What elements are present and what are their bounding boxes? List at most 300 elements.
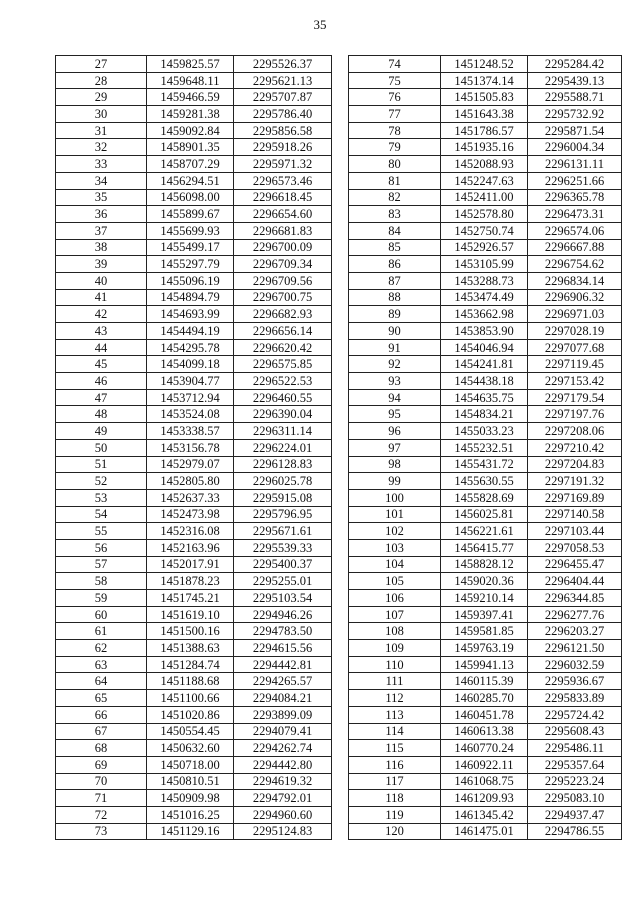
table-row bbox=[349, 539, 622, 556]
table-row bbox=[349, 122, 622, 139]
point-number-cell: 118 bbox=[349, 790, 441, 807]
x-coordinate-cell: 1451388.63 bbox=[147, 640, 234, 657]
table-row bbox=[56, 122, 332, 139]
x-coordinate-cell: 1453338.57 bbox=[147, 423, 234, 440]
table-row bbox=[56, 723, 332, 740]
point-number-cell: 91 bbox=[349, 339, 441, 356]
point-number-cell: 62 bbox=[56, 640, 147, 657]
y-coordinate-cell: 2297210.42 bbox=[528, 439, 622, 456]
point-number-cell: 63 bbox=[56, 656, 147, 673]
point-number-cell: 37 bbox=[56, 222, 147, 239]
x-coordinate-cell: 1450909.98 bbox=[147, 790, 234, 807]
point-number-cell: 64 bbox=[56, 673, 147, 690]
point-number-cell: 117 bbox=[349, 773, 441, 790]
x-coordinate-cell: 1452411.00 bbox=[441, 189, 528, 206]
x-coordinate-cell: 1452163.96 bbox=[147, 539, 234, 556]
table-row bbox=[56, 539, 332, 556]
y-coordinate-cell: 2297208.06 bbox=[528, 423, 622, 440]
x-coordinate-cell: 1451643.38 bbox=[441, 106, 528, 123]
y-coordinate-cell: 2297153.42 bbox=[528, 373, 622, 390]
y-coordinate-cell: 2296656.14 bbox=[234, 323, 332, 340]
y-coordinate-cell: 2294265.57 bbox=[234, 673, 332, 690]
point-number-cell: 50 bbox=[56, 439, 147, 456]
y-coordinate-cell: 2295284.42 bbox=[528, 56, 622, 73]
point-number-cell: 65 bbox=[56, 690, 147, 707]
x-coordinate-cell: 1454241.81 bbox=[441, 356, 528, 373]
y-coordinate-cell: 2295915.08 bbox=[234, 489, 332, 506]
point-number-cell: 89 bbox=[349, 306, 441, 323]
y-coordinate-cell: 2296004.34 bbox=[528, 139, 622, 156]
x-coordinate-cell: 1452017.91 bbox=[147, 556, 234, 573]
y-coordinate-cell: 2296032.59 bbox=[528, 656, 622, 673]
x-coordinate-cell: 1454438.18 bbox=[441, 373, 528, 390]
y-coordinate-cell: 2295255.01 bbox=[234, 573, 332, 590]
point-number-cell: 39 bbox=[56, 256, 147, 273]
table-row bbox=[349, 690, 622, 707]
x-coordinate-cell: 1456221.61 bbox=[441, 523, 528, 540]
table-row bbox=[56, 690, 332, 707]
y-coordinate-cell: 2295786.40 bbox=[234, 106, 332, 123]
x-coordinate-cell: 1460613.38 bbox=[441, 723, 528, 740]
point-number-cell: 44 bbox=[56, 339, 147, 356]
point-number-cell: 51 bbox=[56, 456, 147, 473]
y-coordinate-cell: 2296473.31 bbox=[528, 206, 622, 223]
y-coordinate-cell: 2295588.71 bbox=[528, 89, 622, 106]
point-number-cell: 85 bbox=[349, 239, 441, 256]
point-number-cell: 60 bbox=[56, 606, 147, 623]
x-coordinate-cell: 1461345.42 bbox=[441, 806, 528, 823]
x-coordinate-cell: 1454693.99 bbox=[147, 306, 234, 323]
point-number-cell: 40 bbox=[56, 272, 147, 289]
x-coordinate-cell: 1451505.83 bbox=[441, 89, 528, 106]
point-number-cell: 30 bbox=[56, 106, 147, 123]
x-coordinate-cell: 1451786.57 bbox=[441, 122, 528, 139]
y-coordinate-cell: 2296682.93 bbox=[234, 306, 332, 323]
point-number-cell: 77 bbox=[349, 106, 441, 123]
y-coordinate-cell: 2294946.26 bbox=[234, 606, 332, 623]
y-coordinate-cell: 2296522.53 bbox=[234, 373, 332, 390]
table-row bbox=[349, 456, 622, 473]
y-coordinate-cell: 2296121.50 bbox=[528, 640, 622, 657]
y-coordinate-cell: 2295621.13 bbox=[234, 72, 332, 89]
y-coordinate-cell: 2296667.88 bbox=[528, 239, 622, 256]
point-number-cell: 107 bbox=[349, 606, 441, 623]
y-coordinate-cell: 2293899.09 bbox=[234, 706, 332, 723]
table-row bbox=[349, 406, 622, 423]
x-coordinate-cell: 1455033.23 bbox=[441, 423, 528, 440]
x-coordinate-cell: 1453288.73 bbox=[441, 272, 528, 289]
point-number-cell: 59 bbox=[56, 590, 147, 607]
y-coordinate-cell: 2297204.83 bbox=[528, 456, 622, 473]
point-number-cell: 90 bbox=[349, 323, 441, 340]
y-coordinate-cell: 2295400.37 bbox=[234, 556, 332, 573]
y-coordinate-cell: 2296709.34 bbox=[234, 256, 332, 273]
y-coordinate-cell: 2295724.42 bbox=[528, 706, 622, 723]
point-number-cell: 98 bbox=[349, 456, 441, 473]
point-number-cell: 79 bbox=[349, 139, 441, 156]
point-number-cell: 42 bbox=[56, 306, 147, 323]
y-coordinate-cell: 2296390.04 bbox=[234, 406, 332, 423]
x-coordinate-cell: 1450554.45 bbox=[147, 723, 234, 740]
point-number-cell: 47 bbox=[56, 389, 147, 406]
y-coordinate-cell: 2294084.21 bbox=[234, 690, 332, 707]
x-coordinate-cell: 1453156.78 bbox=[147, 439, 234, 456]
point-number-cell: 109 bbox=[349, 640, 441, 657]
x-coordinate-cell: 1460451.78 bbox=[441, 706, 528, 723]
x-coordinate-cell: 1456025.81 bbox=[441, 506, 528, 523]
point-number-cell: 66 bbox=[56, 706, 147, 723]
table-row bbox=[349, 573, 622, 590]
point-number-cell: 71 bbox=[56, 790, 147, 807]
table-row bbox=[56, 89, 332, 106]
y-coordinate-cell: 2297140.58 bbox=[528, 506, 622, 523]
point-number-cell: 108 bbox=[349, 623, 441, 640]
point-number-cell: 69 bbox=[56, 756, 147, 773]
x-coordinate-cell: 1459825.57 bbox=[147, 56, 234, 73]
y-coordinate-cell: 2295223.24 bbox=[528, 773, 622, 790]
x-coordinate-cell: 1453524.08 bbox=[147, 406, 234, 423]
point-number-cell: 67 bbox=[56, 723, 147, 740]
table-row bbox=[56, 289, 332, 306]
table-row bbox=[56, 72, 332, 89]
y-coordinate-cell: 2296128.83 bbox=[234, 456, 332, 473]
y-coordinate-cell: 2296251.66 bbox=[528, 172, 622, 189]
table-row bbox=[56, 423, 332, 440]
y-coordinate-cell: 2297028.19 bbox=[528, 323, 622, 340]
x-coordinate-cell: 1454046.94 bbox=[441, 339, 528, 356]
table-row bbox=[56, 473, 332, 490]
table-row bbox=[56, 573, 332, 590]
x-coordinate-cell: 1459941.13 bbox=[441, 656, 528, 673]
x-coordinate-cell: 1453712.94 bbox=[147, 389, 234, 406]
y-coordinate-cell: 2296618.45 bbox=[234, 189, 332, 206]
table-row bbox=[349, 56, 622, 73]
point-number-cell: 72 bbox=[56, 806, 147, 823]
x-coordinate-cell: 1451248.52 bbox=[441, 56, 528, 73]
point-number-cell: 114 bbox=[349, 723, 441, 740]
table-row bbox=[349, 473, 622, 490]
y-coordinate-cell: 2295732.92 bbox=[528, 106, 622, 123]
x-coordinate-cell: 1458828.12 bbox=[441, 556, 528, 573]
x-coordinate-cell: 1452750.74 bbox=[441, 222, 528, 239]
y-coordinate-cell: 2295539.33 bbox=[234, 539, 332, 556]
table-row bbox=[56, 239, 332, 256]
table-row bbox=[349, 423, 622, 440]
y-coordinate-cell: 2295871.54 bbox=[528, 122, 622, 139]
point-number-cell: 56 bbox=[56, 539, 147, 556]
x-coordinate-cell: 1458707.29 bbox=[147, 156, 234, 173]
x-coordinate-cell: 1452473.98 bbox=[147, 506, 234, 523]
point-number-cell: 32 bbox=[56, 139, 147, 156]
y-coordinate-cell: 2295936.67 bbox=[528, 673, 622, 690]
x-coordinate-cell: 1454295.78 bbox=[147, 339, 234, 356]
point-number-cell: 27 bbox=[56, 56, 147, 73]
y-coordinate-cell: 2296455.47 bbox=[528, 556, 622, 573]
point-number-cell: 80 bbox=[349, 156, 441, 173]
y-coordinate-cell: 2295103.54 bbox=[234, 590, 332, 607]
y-coordinate-cell: 2297103.44 bbox=[528, 523, 622, 540]
x-coordinate-cell: 1451500.16 bbox=[147, 623, 234, 640]
point-number-cell: 53 bbox=[56, 489, 147, 506]
point-number-cell: 92 bbox=[349, 356, 441, 373]
table-row bbox=[349, 323, 622, 340]
point-number-cell: 70 bbox=[56, 773, 147, 790]
x-coordinate-cell: 1453853.90 bbox=[441, 323, 528, 340]
table-row bbox=[56, 56, 332, 73]
page-number: 35 bbox=[313, 17, 327, 32]
x-coordinate-cell: 1450632.60 bbox=[147, 740, 234, 757]
y-coordinate-cell: 2296681.83 bbox=[234, 222, 332, 239]
x-coordinate-cell: 1454494.19 bbox=[147, 323, 234, 340]
table-row bbox=[349, 790, 622, 807]
point-number-cell: 46 bbox=[56, 373, 147, 390]
x-coordinate-cell: 1451016.25 bbox=[147, 806, 234, 823]
table-row bbox=[349, 523, 622, 540]
table-row bbox=[56, 406, 332, 423]
y-coordinate-cell: 2296574.06 bbox=[528, 222, 622, 239]
y-coordinate-cell: 2295357.64 bbox=[528, 756, 622, 773]
x-coordinate-cell: 1455096.19 bbox=[147, 272, 234, 289]
table-row bbox=[56, 222, 332, 239]
table-row bbox=[349, 806, 622, 823]
x-coordinate-cell: 1456098.00 bbox=[147, 189, 234, 206]
point-number-cell: 29 bbox=[56, 89, 147, 106]
y-coordinate-cell: 2295124.83 bbox=[234, 823, 332, 840]
x-coordinate-cell: 1460115.39 bbox=[441, 673, 528, 690]
y-coordinate-cell: 2295439.13 bbox=[528, 72, 622, 89]
point-number-cell: 83 bbox=[349, 206, 441, 223]
table-row bbox=[349, 272, 622, 289]
y-coordinate-cell: 2294937.47 bbox=[528, 806, 622, 823]
x-coordinate-cell: 1455899.67 bbox=[147, 206, 234, 223]
x-coordinate-cell: 1450810.51 bbox=[147, 773, 234, 790]
x-coordinate-cell: 1455699.93 bbox=[147, 222, 234, 239]
point-number-cell: 54 bbox=[56, 506, 147, 523]
point-number-cell: 41 bbox=[56, 289, 147, 306]
point-number-cell: 78 bbox=[349, 122, 441, 139]
table-row bbox=[349, 556, 622, 573]
table-row bbox=[56, 489, 332, 506]
point-number-cell: 88 bbox=[349, 289, 441, 306]
y-coordinate-cell: 2297077.68 bbox=[528, 339, 622, 356]
table-row bbox=[349, 623, 622, 640]
table-row bbox=[349, 306, 622, 323]
point-number-cell: 31 bbox=[56, 122, 147, 139]
point-number-cell: 96 bbox=[349, 423, 441, 440]
point-number-cell: 82 bbox=[349, 189, 441, 206]
y-coordinate-cell: 2296131.11 bbox=[528, 156, 622, 173]
x-coordinate-cell: 1455828.69 bbox=[441, 489, 528, 506]
point-number-cell: 28 bbox=[56, 72, 147, 89]
table-row bbox=[349, 139, 622, 156]
x-coordinate-cell: 1452316.08 bbox=[147, 523, 234, 540]
y-coordinate-cell: 2295486.11 bbox=[528, 740, 622, 757]
point-number-cell: 94 bbox=[349, 389, 441, 406]
y-coordinate-cell: 2297169.89 bbox=[528, 489, 622, 506]
x-coordinate-cell: 1455232.51 bbox=[441, 439, 528, 456]
x-coordinate-cell: 1459397.41 bbox=[441, 606, 528, 623]
point-number-cell: 76 bbox=[349, 89, 441, 106]
table-row bbox=[349, 706, 622, 723]
x-coordinate-cell: 1455499.17 bbox=[147, 239, 234, 256]
table-row bbox=[349, 356, 622, 373]
y-coordinate-cell: 2296277.76 bbox=[528, 606, 622, 623]
x-coordinate-cell: 1456294.51 bbox=[147, 172, 234, 189]
table-row bbox=[349, 756, 622, 773]
y-coordinate-cell: 2295608.43 bbox=[528, 723, 622, 740]
y-coordinate-cell: 2294442.80 bbox=[234, 756, 332, 773]
point-number-cell: 100 bbox=[349, 489, 441, 506]
table-row bbox=[56, 139, 332, 156]
x-coordinate-cell: 1451935.16 bbox=[441, 139, 528, 156]
point-number-cell: 101 bbox=[349, 506, 441, 523]
point-number-cell: 38 bbox=[56, 239, 147, 256]
table-row bbox=[349, 590, 622, 607]
y-coordinate-cell: 2296573.46 bbox=[234, 172, 332, 189]
x-coordinate-cell: 1452805.80 bbox=[147, 473, 234, 490]
y-coordinate-cell: 2295671.61 bbox=[234, 523, 332, 540]
point-number-cell: 99 bbox=[349, 473, 441, 490]
x-coordinate-cell: 1452088.93 bbox=[441, 156, 528, 173]
y-coordinate-cell: 2296906.32 bbox=[528, 289, 622, 306]
table-row bbox=[56, 656, 332, 673]
table-row bbox=[349, 506, 622, 523]
table-row bbox=[349, 239, 622, 256]
point-number-cell: 110 bbox=[349, 656, 441, 673]
table-row bbox=[56, 790, 332, 807]
x-coordinate-cell: 1451100.66 bbox=[147, 690, 234, 707]
table-row bbox=[349, 439, 622, 456]
table-row bbox=[56, 556, 332, 573]
table-row bbox=[56, 256, 332, 273]
table-row bbox=[349, 156, 622, 173]
table-row bbox=[349, 289, 622, 306]
y-coordinate-cell: 2295526.37 bbox=[234, 56, 332, 73]
x-coordinate-cell: 1459763.19 bbox=[441, 640, 528, 657]
point-number-cell: 115 bbox=[349, 740, 441, 757]
x-coordinate-cell: 1454894.79 bbox=[147, 289, 234, 306]
y-coordinate-cell: 2296460.55 bbox=[234, 389, 332, 406]
y-coordinate-cell: 2296620.42 bbox=[234, 339, 332, 356]
y-coordinate-cell: 2296654.60 bbox=[234, 206, 332, 223]
table-row bbox=[56, 756, 332, 773]
table-row bbox=[56, 206, 332, 223]
point-number-cell: 106 bbox=[349, 590, 441, 607]
point-number-cell: 49 bbox=[56, 423, 147, 440]
point-number-cell: 93 bbox=[349, 373, 441, 390]
x-coordinate-cell: 1451284.74 bbox=[147, 656, 234, 673]
table-row bbox=[56, 740, 332, 757]
table-row bbox=[56, 439, 332, 456]
x-coordinate-cell: 1460285.70 bbox=[441, 690, 528, 707]
y-coordinate-cell: 2296311.14 bbox=[234, 423, 332, 440]
y-coordinate-cell: 2297191.32 bbox=[528, 473, 622, 490]
table-row bbox=[349, 89, 622, 106]
table-row bbox=[56, 773, 332, 790]
table-row bbox=[349, 339, 622, 356]
y-coordinate-cell: 2296709.56 bbox=[234, 272, 332, 289]
x-coordinate-cell: 1453474.49 bbox=[441, 289, 528, 306]
x-coordinate-cell: 1451020.86 bbox=[147, 706, 234, 723]
y-coordinate-cell: 2296203.27 bbox=[528, 623, 622, 640]
y-coordinate-cell: 2296754.62 bbox=[528, 256, 622, 273]
table-row bbox=[349, 222, 622, 239]
x-coordinate-cell: 1459648.11 bbox=[147, 72, 234, 89]
point-number-cell: 61 bbox=[56, 623, 147, 640]
point-number-cell: 58 bbox=[56, 573, 147, 590]
point-number-cell: 35 bbox=[56, 189, 147, 206]
point-number-cell: 74 bbox=[349, 56, 441, 73]
y-coordinate-cell: 2296025.78 bbox=[234, 473, 332, 490]
point-number-cell: 116 bbox=[349, 756, 441, 773]
x-coordinate-cell: 1455297.79 bbox=[147, 256, 234, 273]
table-row bbox=[56, 272, 332, 289]
table-row bbox=[56, 506, 332, 523]
point-number-cell: 120 bbox=[349, 823, 441, 840]
point-number-cell: 86 bbox=[349, 256, 441, 273]
table-row bbox=[56, 823, 332, 840]
y-coordinate-cell: 2296365.78 bbox=[528, 189, 622, 206]
y-coordinate-cell: 2297179.54 bbox=[528, 389, 622, 406]
table-row bbox=[349, 489, 622, 506]
y-coordinate-cell: 2296575.85 bbox=[234, 356, 332, 373]
point-number-cell: 43 bbox=[56, 323, 147, 340]
table-row bbox=[349, 673, 622, 690]
table-row bbox=[349, 172, 622, 189]
table-row bbox=[56, 106, 332, 123]
table-row bbox=[56, 306, 332, 323]
y-coordinate-cell: 2294786.55 bbox=[528, 823, 622, 840]
point-number-cell: 84 bbox=[349, 222, 441, 239]
x-coordinate-cell: 1453105.99 bbox=[441, 256, 528, 273]
point-number-cell: 112 bbox=[349, 690, 441, 707]
table-row bbox=[349, 72, 622, 89]
point-number-cell: 75 bbox=[349, 72, 441, 89]
table-row bbox=[349, 723, 622, 740]
y-coordinate-cell: 2294792.01 bbox=[234, 790, 332, 807]
x-coordinate-cell: 1460922.11 bbox=[441, 756, 528, 773]
x-coordinate-cell: 1459581.85 bbox=[441, 623, 528, 640]
point-number-cell: 111 bbox=[349, 673, 441, 690]
y-coordinate-cell: 2295918.26 bbox=[234, 139, 332, 156]
table-row bbox=[56, 389, 332, 406]
table-row bbox=[56, 640, 332, 657]
y-coordinate-cell: 2296700.75 bbox=[234, 289, 332, 306]
point-number-cell: 33 bbox=[56, 156, 147, 173]
point-number-cell: 55 bbox=[56, 523, 147, 540]
point-number-cell: 34 bbox=[56, 172, 147, 189]
y-coordinate-cell: 2295796.95 bbox=[234, 506, 332, 523]
y-coordinate-cell: 2294960.60 bbox=[234, 806, 332, 823]
table-row bbox=[56, 189, 332, 206]
point-number-cell: 36 bbox=[56, 206, 147, 223]
point-number-cell: 102 bbox=[349, 523, 441, 540]
x-coordinate-cell: 1455431.72 bbox=[441, 456, 528, 473]
x-coordinate-cell: 1452979.07 bbox=[147, 456, 234, 473]
point-number-cell: 57 bbox=[56, 556, 147, 573]
table-row bbox=[349, 256, 622, 273]
y-coordinate-cell: 2295083.10 bbox=[528, 790, 622, 807]
x-coordinate-cell: 1461475.01 bbox=[441, 823, 528, 840]
point-number-cell: 87 bbox=[349, 272, 441, 289]
y-coordinate-cell: 2296834.14 bbox=[528, 272, 622, 289]
table-row bbox=[56, 623, 332, 640]
x-coordinate-cell: 1461209.93 bbox=[441, 790, 528, 807]
y-coordinate-cell: 2297119.45 bbox=[528, 356, 622, 373]
x-coordinate-cell: 1455630.55 bbox=[441, 473, 528, 490]
x-coordinate-cell: 1454635.75 bbox=[441, 389, 528, 406]
point-number-cell: 104 bbox=[349, 556, 441, 573]
